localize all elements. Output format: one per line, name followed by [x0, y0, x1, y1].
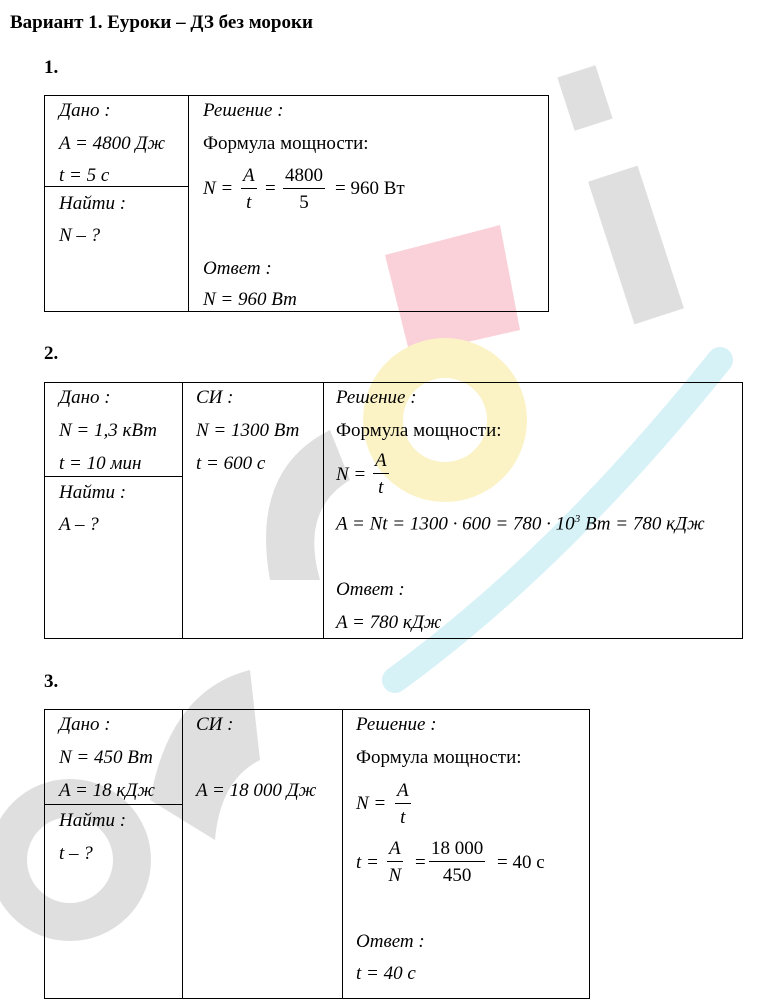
calc-result: = 960 Вт: [335, 178, 405, 199]
formula-lhs: N =: [336, 464, 367, 485]
answer-label: Ответ :: [356, 931, 425, 952]
given-value: t = 5 с: [59, 165, 110, 186]
find-value: t – ?: [59, 843, 93, 864]
answer-label: Ответ :: [203, 258, 272, 279]
equals-sign: =: [265, 178, 276, 199]
find-label: Найти :: [59, 810, 127, 831]
given-value: N = 450 Вт: [59, 747, 153, 768]
solution-label: Решение :: [356, 714, 437, 735]
formula-fraction: $\frac{A}{t}$: [243, 165, 255, 213]
calculation-line: $A = Nt = 1300 \cdot 600 = 780 \cdot 10^3$ Вт = 780 кДж: [336, 513, 705, 535]
problem-3-table: [44, 709, 590, 999]
given-label: Дано :: [59, 387, 111, 408]
si-value: t = 600 с: [196, 453, 266, 474]
problem-1-table: [44, 95, 549, 312]
problem-2-number: 2.: [44, 343, 59, 364]
equals-sign: =: [415, 852, 426, 873]
answer-value: t = 40 с: [356, 963, 416, 984]
find-label: Найти :: [59, 193, 127, 214]
given-value: A = 4800 Дж: [59, 133, 166, 154]
problem-2-table: [44, 382, 743, 639]
si-value: A = 18 000 Дж: [196, 780, 317, 801]
find-value: N – ?: [59, 225, 101, 246]
value-fraction: $\frac{4800}{5}$: [285, 165, 323, 213]
formula-title: Формула мощности:: [203, 133, 369, 154]
si-label: СИ :: [196, 387, 234, 408]
answer-label: Ответ :: [336, 579, 405, 600]
answer-value: A = 780 кДж: [336, 612, 442, 633]
si-value: N = 1300 Вт: [196, 420, 300, 441]
calc-lhs: t =: [356, 852, 379, 873]
answer-value: N = 960 Вт: [203, 289, 297, 310]
formula-title: Формула мощности:: [356, 747, 522, 768]
given-label: Дано :: [59, 100, 111, 121]
formula-fraction: $\frac{A}{t}$: [397, 780, 409, 828]
formula-fraction: $\frac{A}{t}$: [375, 450, 387, 498]
page-title: Вариант 1. Еуроки – ДЗ без мороки: [10, 12, 313, 33]
formula-lhs: N =: [356, 793, 387, 814]
formula-lhs: N =: [203, 178, 234, 199]
calc-result: = 40 с: [497, 852, 545, 873]
problem-3-number: 3.: [44, 671, 59, 692]
given-value: t = 10 мин: [59, 453, 142, 474]
si-label: СИ :: [196, 714, 234, 735]
value-fraction: $\frac{18 000}{450}$: [431, 838, 484, 886]
find-value: A – ?: [59, 514, 99, 535]
given-value: N = 1,3 кВт: [59, 420, 157, 441]
given-value: A = 18 кДж: [59, 780, 155, 801]
solution-label: Решение :: [203, 100, 284, 121]
formula-title: Формула мощности:: [336, 420, 502, 441]
problem-1-number: 1.: [44, 57, 59, 78]
formula-fraction: $\frac{A}{N}$: [388, 838, 402, 886]
given-label: Дано :: [59, 714, 111, 735]
find-label: Найти :: [59, 482, 127, 503]
solution-label: Решение :: [336, 387, 417, 408]
